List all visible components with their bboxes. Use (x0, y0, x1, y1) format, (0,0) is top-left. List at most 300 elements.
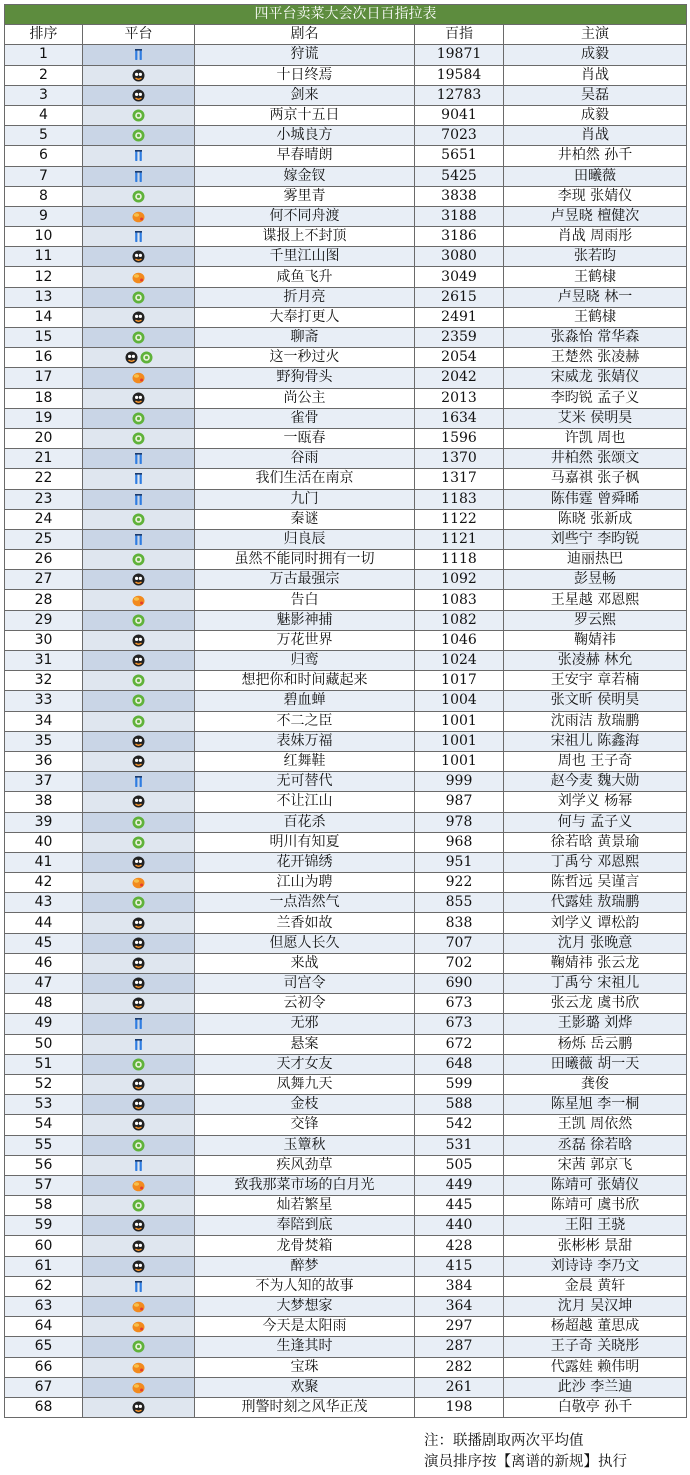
cell-stars: 张淼怡 常华森 (504, 328, 687, 348)
platform-icons (132, 308, 145, 327)
cell-platform (83, 610, 195, 630)
table-row (5, 1034, 687, 1054)
cell-drama: 醉梦 (195, 1256, 415, 1276)
cell-stars: 此沙 李兰迪 (504, 1377, 687, 1397)
table-row (5, 1256, 687, 1276)
cell-platform (83, 1276, 195, 1296)
cell-drama: 无邪 (195, 1014, 415, 1034)
iqiyi-icon (140, 351, 153, 364)
cell-stars: 马嘉祺 张子枫 (504, 469, 687, 489)
table-row (5, 146, 687, 166)
cell-drama: 何不同舟渡 (195, 206, 415, 226)
cell-index: 3186 (415, 227, 504, 247)
cell-drama: 天才女友 (195, 1054, 415, 1074)
table-row (5, 1216, 687, 1236)
cell-drama: 司宫令 (195, 974, 415, 994)
table-row (5, 328, 687, 348)
tencent-video-icon (132, 1280, 145, 1293)
platform-icons (132, 1075, 145, 1094)
table-row (5, 1236, 687, 1256)
tencent-video-icon (132, 1017, 145, 1030)
table-row (5, 105, 687, 125)
platform-icons (132, 631, 145, 650)
cell-platform (83, 1074, 195, 1094)
cell-platform (83, 630, 195, 650)
youku-icon (132, 917, 145, 930)
cell-index: 364 (415, 1297, 504, 1317)
cell-index: 1001 (415, 711, 504, 731)
cell-drama: 小城良方 (195, 126, 415, 146)
cell-drama: 谍报上不封顶 (195, 227, 415, 247)
cell-index: 505 (415, 1155, 504, 1175)
youku-icon (132, 856, 145, 869)
cell-stars: 沈雨洁 敖瑞鹏 (504, 711, 687, 731)
cell-drama: 碧血蝉 (195, 691, 415, 711)
platform-icons (132, 429, 145, 448)
header-drama: 剧名 (195, 25, 415, 45)
cell-platform (83, 1196, 195, 1216)
iqiyi-icon (132, 412, 145, 425)
platform-icons (132, 146, 145, 165)
cell-drama: 悬案 (195, 1034, 415, 1054)
cell-stars: 刘些宁 李昀锐 (504, 529, 687, 549)
table-row (5, 65, 687, 85)
cell-drama: 江山为聘 (195, 873, 415, 893)
cell-index: 1001 (415, 751, 504, 771)
cell-stars: 陈靖可 虞书欣 (504, 1196, 687, 1216)
cell-stars: 王鹤棣 (504, 267, 687, 287)
platform-icons (132, 1378, 145, 1397)
youku-icon (132, 573, 145, 586)
tencent-video-icon (132, 48, 145, 61)
platform-icons (132, 45, 145, 64)
youku-icon (132, 1240, 145, 1253)
table-row (5, 1074, 687, 1094)
cell-platform (83, 307, 195, 327)
cell-index: 588 (415, 1095, 504, 1115)
cell-index: 440 (415, 1216, 504, 1236)
cell-rank: 32 (5, 671, 83, 691)
cell-drama: 无可替代 (195, 772, 415, 792)
iqiyi-icon (132, 836, 145, 849)
cell-index: 3049 (415, 267, 504, 287)
platform-icons (132, 752, 145, 771)
cell-platform (83, 711, 195, 731)
cell-drama: 大奉打更人 (195, 307, 415, 327)
mango-tv-icon (132, 594, 145, 607)
cell-rank: 18 (5, 388, 83, 408)
cell-stars: 刘诗诗 李乃文 (504, 1256, 687, 1276)
platform-icons (132, 772, 145, 791)
platform-icons (132, 712, 145, 731)
iqiyi-icon (132, 331, 145, 344)
mango-tv-icon (132, 1300, 145, 1313)
tencent-video-icon (132, 1038, 145, 1051)
cell-stars: 鞠婧祎 张云龙 (504, 953, 687, 973)
cell-platform (83, 1135, 195, 1155)
cell-rank: 4 (5, 105, 83, 125)
youku-icon (132, 1260, 145, 1273)
cell-index: 1092 (415, 570, 504, 590)
cell-drama: 剑来 (195, 85, 415, 105)
iqiyi-icon (132, 190, 145, 203)
platform-icons (132, 994, 145, 1013)
cell-index: 987 (415, 792, 504, 812)
cell-drama: 咸鱼飞升 (195, 267, 415, 287)
mango-tv-icon (132, 1179, 145, 1192)
cell-rank: 20 (5, 428, 83, 448)
cell-stars: 宋祖儿 陈鑫海 (504, 731, 687, 751)
cell-index: 1370 (415, 449, 504, 469)
cell-index: 2615 (415, 287, 504, 307)
platform-icons (132, 207, 145, 226)
cell-stars: 张凌赫 林允 (504, 651, 687, 671)
cell-platform (83, 449, 195, 469)
cell-stars: 李现 张婧仪 (504, 186, 687, 206)
platform-icons (132, 1156, 145, 1175)
cell-rank: 35 (5, 731, 83, 751)
cell-rank: 42 (5, 873, 83, 893)
cell-drama: 百花杀 (195, 812, 415, 832)
table-row (5, 852, 687, 872)
cell-platform (83, 368, 195, 388)
table-row (5, 772, 687, 792)
cell-platform (83, 85, 195, 105)
platform-icons (132, 268, 145, 287)
cell-stars: 宋茜 郭京飞 (504, 1155, 687, 1175)
platform-icons (132, 974, 145, 993)
tencent-video-icon (132, 533, 145, 546)
cell-index: 2359 (415, 328, 504, 348)
cell-drama: 今天是太阳雨 (195, 1317, 415, 1337)
cell-platform (83, 1095, 195, 1115)
table-row (5, 751, 687, 771)
cell-index: 1004 (415, 691, 504, 711)
cell-rank: 67 (5, 1377, 83, 1397)
table-row (5, 792, 687, 812)
iqiyi-icon (132, 109, 145, 122)
cell-index: 673 (415, 1014, 504, 1034)
cell-stars: 沈月 吴汉坤 (504, 1297, 687, 1317)
cell-drama: 万古最强宗 (195, 570, 415, 590)
cell-rank: 7 (5, 166, 83, 186)
platform-icons (132, 86, 145, 105)
cell-index: 1317 (415, 469, 504, 489)
table-row (5, 529, 687, 549)
platform-icons (132, 813, 145, 832)
cell-platform (83, 328, 195, 348)
platform-icons (132, 732, 145, 751)
mango-tv-icon (132, 876, 145, 889)
iqiyi-icon (132, 694, 145, 707)
table-row (5, 1155, 687, 1175)
cell-platform (83, 1357, 195, 1377)
cell-platform (83, 671, 195, 691)
table-row (5, 1276, 687, 1296)
table-row (5, 1196, 687, 1216)
cell-rank: 26 (5, 550, 83, 570)
cell-platform (83, 1115, 195, 1135)
cell-index: 2042 (415, 368, 504, 388)
cell-drama: 告白 (195, 590, 415, 610)
cell-platform (83, 408, 195, 428)
cell-stars: 张彬彬 景甜 (504, 1236, 687, 1256)
cell-platform (83, 913, 195, 933)
cell-index: 599 (415, 1074, 504, 1094)
cell-platform (83, 267, 195, 287)
table-row (5, 953, 687, 973)
cell-stars: 成毅 (504, 105, 687, 125)
youku-icon (132, 654, 145, 667)
cell-platform (83, 1216, 195, 1236)
cell-drama: 欢聚 (195, 1377, 415, 1397)
cell-stars: 艾米 侯明昊 (504, 408, 687, 428)
cell-platform (83, 812, 195, 832)
cell-index: 1118 (415, 550, 504, 570)
table-title-row (5, 5, 687, 25)
cell-drama: 红舞鞋 (195, 751, 415, 771)
cell-stars: 张文昕 侯明昊 (504, 691, 687, 711)
cell-drama: 想把你和时间藏起来 (195, 671, 415, 691)
cell-index: 1122 (415, 509, 504, 529)
cell-drama: 疾风劲草 (195, 1155, 415, 1175)
table-row (5, 1317, 687, 1337)
cell-platform (83, 65, 195, 85)
cell-drama: 凤舞九天 (195, 1074, 415, 1094)
table-row (5, 812, 687, 832)
platform-icons (132, 1035, 145, 1054)
platform-icons (132, 1237, 145, 1256)
table-row (5, 206, 687, 226)
cell-rank: 68 (5, 1397, 83, 1417)
cell-index: 702 (415, 953, 504, 973)
header-stars: 主演 (504, 25, 687, 45)
cell-rank: 29 (5, 610, 83, 630)
cell-index: 673 (415, 994, 504, 1014)
platform-icons (132, 1176, 145, 1195)
cell-platform (83, 206, 195, 226)
iqiyi-icon (132, 816, 145, 829)
cell-platform (83, 1377, 195, 1397)
cell-index: 999 (415, 772, 504, 792)
cell-platform (83, 691, 195, 711)
cell-drama: 花开锦绣 (195, 852, 415, 872)
platform-icons (132, 227, 145, 246)
cell-drama: 九门 (195, 489, 415, 509)
platform-icons (132, 490, 145, 509)
youku-icon (132, 1078, 145, 1091)
cell-index: 3080 (415, 247, 504, 267)
platform-icons (132, 1337, 145, 1356)
cell-stars: 李昀锐 孟子义 (504, 388, 687, 408)
cell-index: 1596 (415, 428, 504, 448)
cell-index: 2054 (415, 348, 504, 368)
cell-index: 542 (415, 1115, 504, 1135)
cell-drama: 交锋 (195, 1115, 415, 1135)
cell-rank: 25 (5, 529, 83, 549)
mango-tv-icon (132, 1381, 145, 1394)
cell-stars: 迪丽热巴 (504, 550, 687, 570)
table-row (5, 1115, 687, 1135)
platform-icons (132, 1014, 145, 1033)
cell-platform (83, 1397, 195, 1417)
cell-index: 648 (415, 1054, 504, 1074)
table-row (5, 287, 687, 307)
cell-index: 855 (415, 893, 504, 913)
cell-rank: 41 (5, 852, 83, 872)
cell-stars: 陈星旭 李一桐 (504, 1095, 687, 1115)
cell-drama: 虽然不能同时拥有一切 (195, 550, 415, 570)
cell-drama: 聊斋 (195, 328, 415, 348)
cell-stars: 金晨 黄轩 (504, 1276, 687, 1296)
cell-index: 1121 (415, 529, 504, 549)
platform-icons (132, 328, 145, 347)
table-row (5, 651, 687, 671)
youku-icon (132, 634, 145, 647)
platform-icons (132, 853, 145, 872)
platform-icons (132, 1257, 145, 1276)
cell-rank: 58 (5, 1196, 83, 1216)
cell-rank: 28 (5, 590, 83, 610)
table-row (5, 1297, 687, 1317)
cell-rank: 3 (5, 85, 83, 105)
table-row (5, 1337, 687, 1357)
cell-platform (83, 933, 195, 953)
cell-stars: 杨烁 岳云鹏 (504, 1034, 687, 1054)
cell-stars: 王阳 王骁 (504, 1216, 687, 1236)
iqiyi-icon (132, 291, 145, 304)
footnote-line-1: 注：联播剧取两次平均值 (424, 1433, 584, 1449)
table-row (5, 227, 687, 247)
cell-drama: 金枝 (195, 1095, 415, 1115)
cell-index: 3188 (415, 206, 504, 226)
cell-stars: 赵今麦 魏大勋 (504, 772, 687, 792)
cell-drama: 千里江山图 (195, 247, 415, 267)
youku-icon (132, 795, 145, 808)
cell-index: 951 (415, 852, 504, 872)
iqiyi-icon (132, 129, 145, 142)
cell-rank: 19 (5, 408, 83, 428)
platform-icons (132, 1115, 145, 1134)
platform-icons (132, 651, 145, 670)
youku-icon (132, 250, 145, 263)
column-header-row (5, 25, 687, 45)
cell-platform (83, 529, 195, 549)
cell-rank: 27 (5, 570, 83, 590)
table-title: 四平台卖菜大会次日百指拉表 (5, 5, 687, 25)
cell-rank: 60 (5, 1236, 83, 1256)
cell-rank: 40 (5, 832, 83, 852)
cell-drama: 来战 (195, 953, 415, 973)
platform-icons (132, 934, 145, 953)
cell-platform (83, 1236, 195, 1256)
youku-icon (132, 89, 145, 102)
iqiyi-icon (132, 1199, 145, 1212)
youku-icon (132, 977, 145, 990)
cell-rank: 1 (5, 45, 83, 65)
cell-drama: 生逢其时 (195, 1337, 415, 1357)
cell-index: 261 (415, 1377, 504, 1397)
cell-drama: 十日终焉 (195, 65, 415, 85)
cell-rank: 14 (5, 307, 83, 327)
youku-icon (132, 1118, 145, 1131)
cell-platform (83, 469, 195, 489)
cell-stars: 许凯 周也 (504, 428, 687, 448)
cell-rank: 66 (5, 1357, 83, 1377)
cell-drama: 雀骨 (195, 408, 415, 428)
cell-platform (83, 287, 195, 307)
cell-rank: 5 (5, 126, 83, 146)
youku-icon (132, 937, 145, 950)
platform-icons (132, 1358, 145, 1377)
youku-icon (132, 755, 145, 768)
table-row (5, 489, 687, 509)
cell-index: 428 (415, 1236, 504, 1256)
table-row (5, 1135, 687, 1155)
cell-drama: 两京十五日 (195, 105, 415, 125)
cell-index: 445 (415, 1196, 504, 1216)
cell-rank: 47 (5, 974, 83, 994)
cell-rank: 12 (5, 267, 83, 287)
table-row (5, 974, 687, 994)
platform-icons (132, 1136, 145, 1155)
cell-rank: 36 (5, 751, 83, 771)
cell-index: 978 (415, 812, 504, 832)
cell-index: 672 (415, 1034, 504, 1054)
cell-stars: 陈晓 张新成 (504, 509, 687, 529)
youku-icon (132, 311, 145, 324)
cell-stars: 周也 王子奇 (504, 751, 687, 771)
mango-tv-icon (132, 271, 145, 284)
cell-drama: 嫁金钗 (195, 166, 415, 186)
platform-icons (132, 1297, 145, 1316)
cell-stars: 丞磊 徐若晗 (504, 1135, 687, 1155)
iqiyi-icon (132, 614, 145, 627)
cell-platform (83, 489, 195, 509)
platform-icons (132, 550, 145, 569)
platform-icons (132, 66, 145, 85)
cell-stars: 刘学义 谭松韵 (504, 913, 687, 933)
cell-rank: 53 (5, 1095, 83, 1115)
cell-stars: 丁禹兮 邓恩熙 (504, 852, 687, 872)
footnote-line-2: 演员排序按【离谱的新规】执行 (424, 1454, 627, 1470)
cell-stars: 代露娃 赖伟明 (504, 1357, 687, 1377)
cell-drama: 折月亮 (195, 287, 415, 307)
cell-platform (83, 792, 195, 812)
cell-platform (83, 852, 195, 872)
cell-platform (83, 994, 195, 1014)
tencent-video-icon (132, 452, 145, 465)
cell-stars: 卢昱晓 檀健次 (504, 206, 687, 226)
platform-icons (132, 1196, 145, 1215)
table-row (5, 933, 687, 953)
platform-icons (132, 1095, 145, 1114)
cell-rank: 65 (5, 1337, 83, 1357)
tencent-video-icon (132, 775, 145, 788)
cell-stars: 陈哲远 吴谨言 (504, 873, 687, 893)
table-row (5, 408, 687, 428)
cell-rank: 45 (5, 933, 83, 953)
cell-drama: 一瓯春 (195, 428, 415, 448)
cell-stars: 罗云熙 (504, 610, 687, 630)
cell-stars: 徐若晗 黄景瑜 (504, 832, 687, 852)
table-row (5, 267, 687, 287)
cell-rank: 21 (5, 449, 83, 469)
table-row (5, 570, 687, 590)
cell-index: 707 (415, 933, 504, 953)
platform-icons (125, 348, 153, 367)
cell-platform (83, 953, 195, 973)
